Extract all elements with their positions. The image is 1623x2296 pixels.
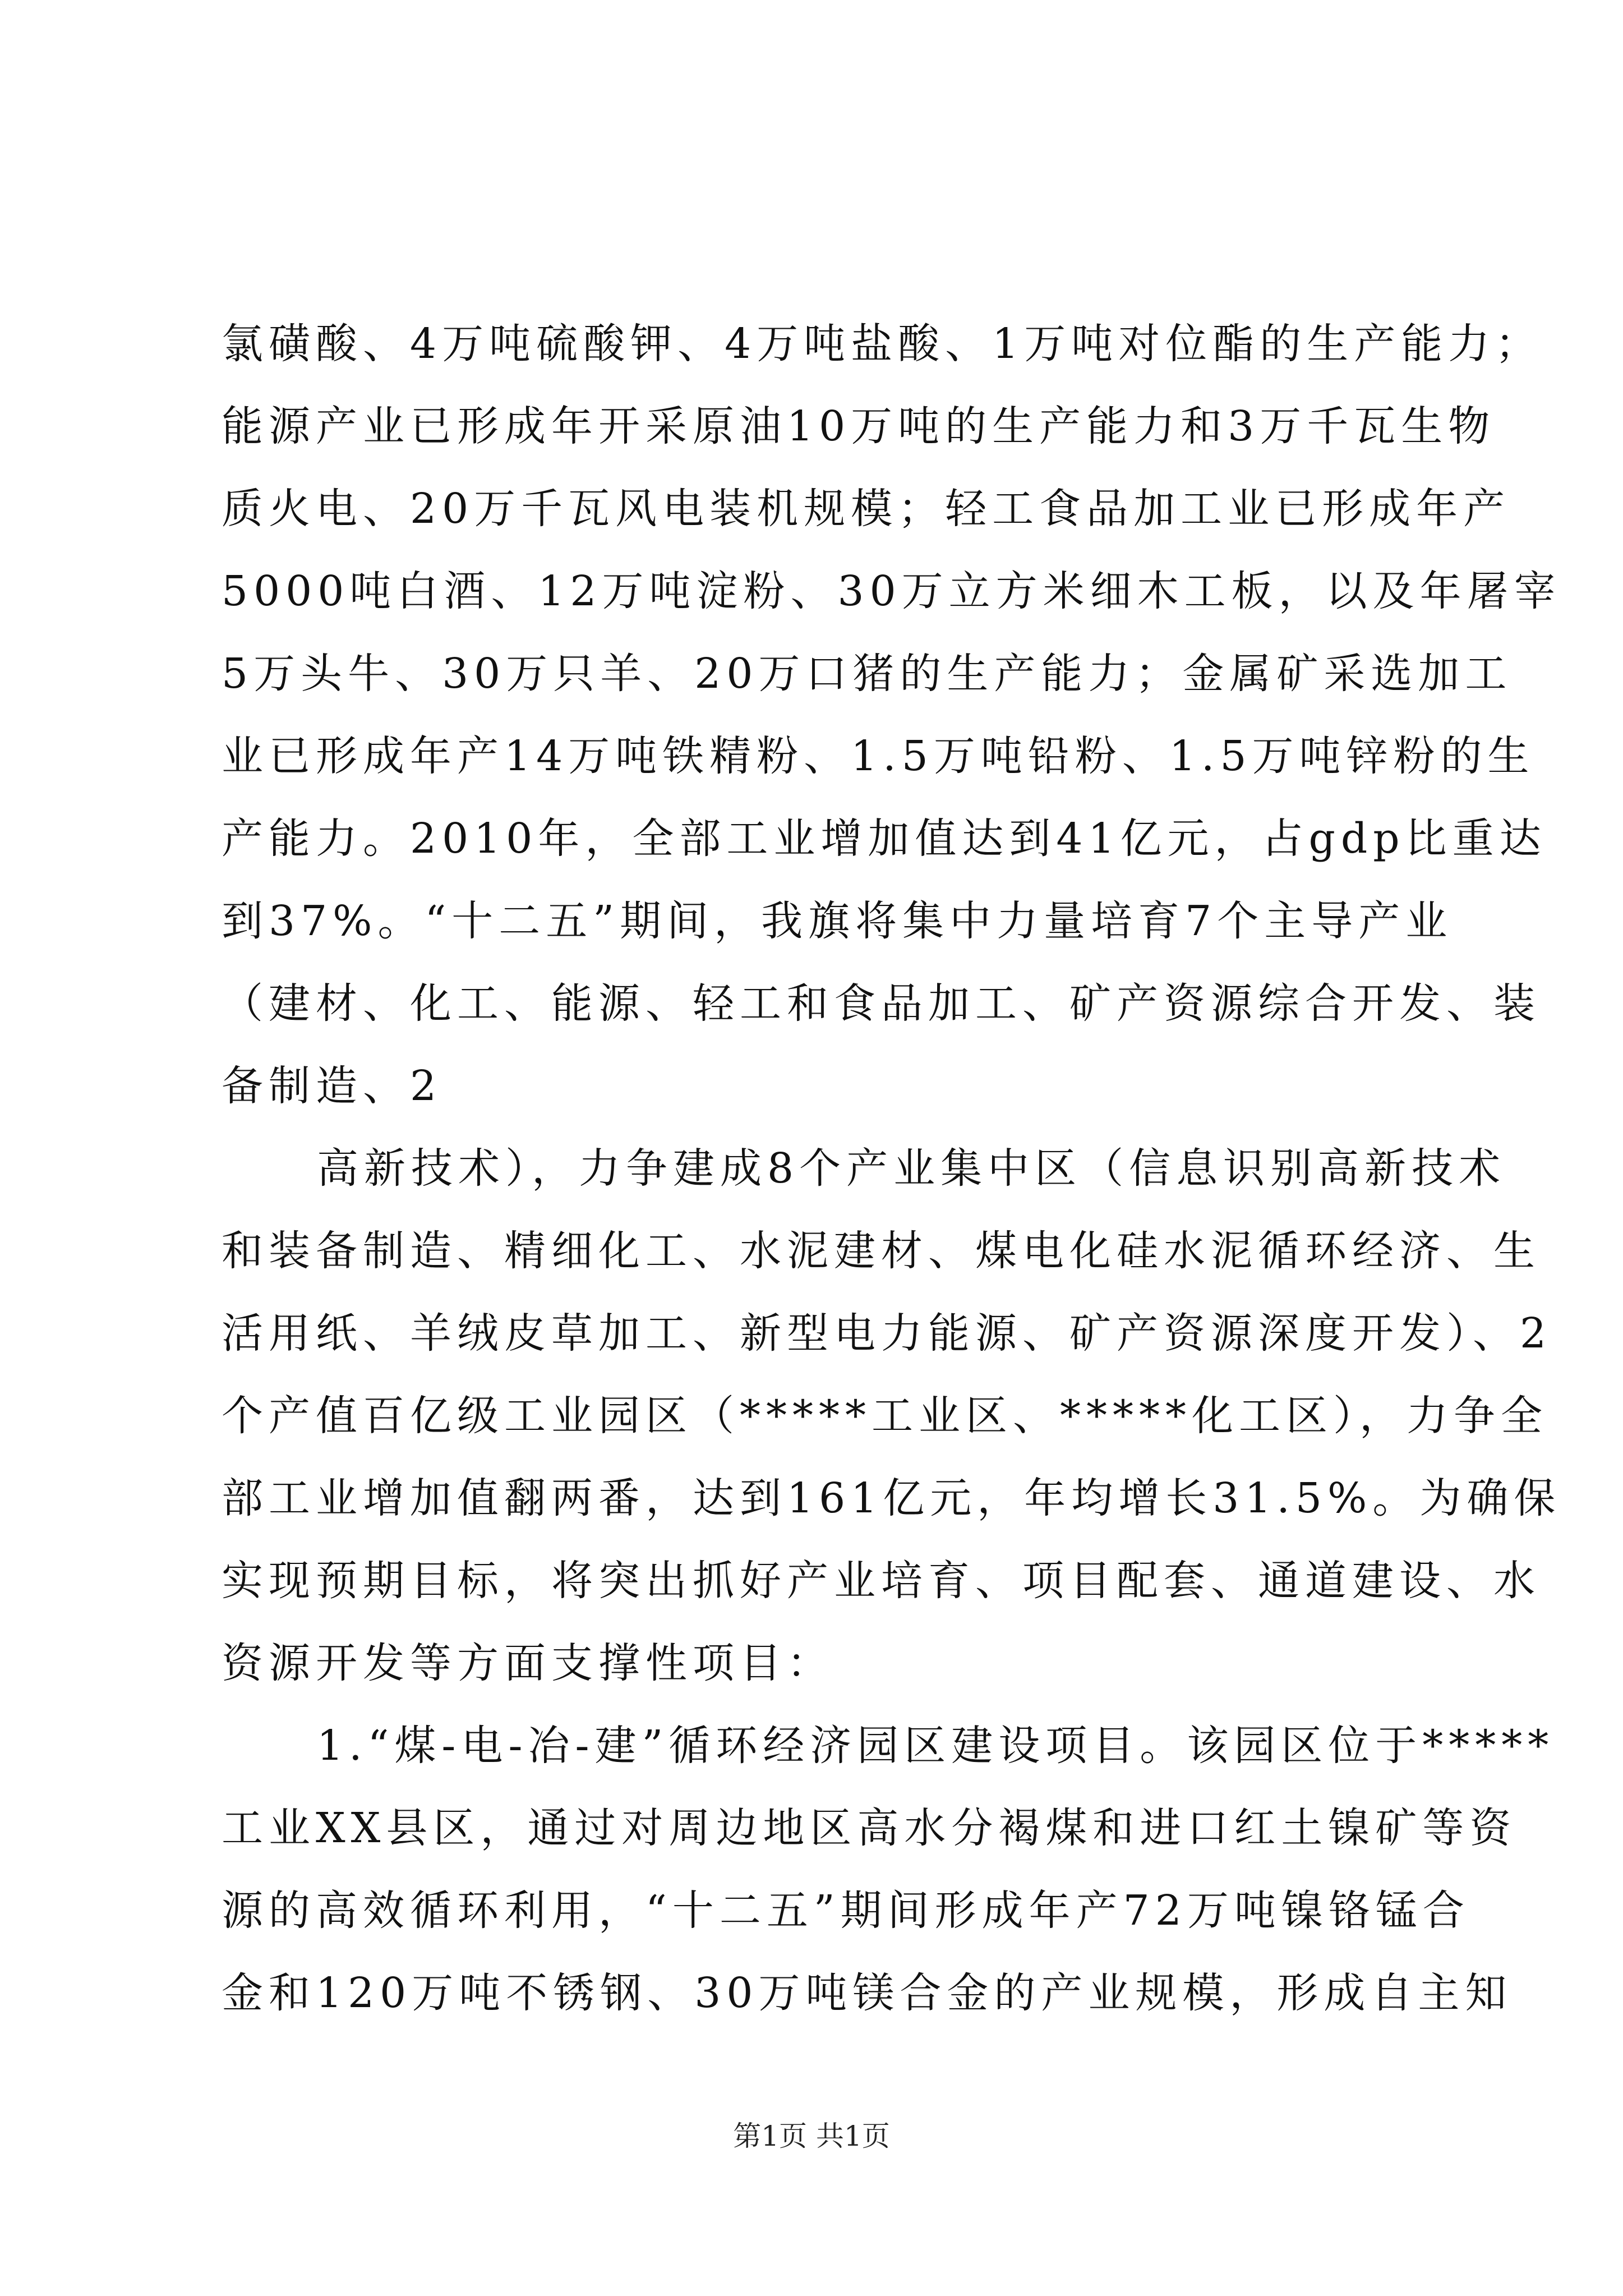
text-line: 源的高效循环利用，“十二五”期间形成年产72万吨镍铬锰合 xyxy=(222,1887,1470,1935)
text-line: 个产值百亿级工业园区（*****工业区、*****化工区），力争全 xyxy=(222,1392,1548,1440)
page-footer: 第1页 共1页 xyxy=(733,2120,890,2152)
text-line: 备制造、2 xyxy=(222,1062,442,1110)
paragraph-start-line: 1.“煤-电-冶-建”循环经济园区建设项目。该园区位于***** xyxy=(317,1722,1555,1770)
text-line: 活用纸、羊绒皮草加工、新型电力能源、矿产资源深度开发）、2 xyxy=(222,1309,1552,1358)
text-line: 金和120万吨不锈钢、30万吨镁合金的产业规模，形成自主知 xyxy=(222,1969,1513,2017)
text-line: 产能力。2010年，全部工业增加值达到41亿元，占gdp比重达 xyxy=(222,815,1547,863)
text-line: 质火电、20万千瓦风电装机规模；轻工食品加工业已形成年产 xyxy=(222,485,1511,533)
text-line: 部工业增加值翻两番，达到161亿元，年均增长31.5%。为确保 xyxy=(222,1474,1561,1522)
text-line: 和装备制造、精细化工、水泥建材、煤电化硅水泥循环经济、生 xyxy=(222,1227,1541,1275)
text-line: 实现预期目标，将突出抓好产业培育、项目配套、通道建设、水 xyxy=(222,1557,1541,1605)
text-line: 工业XX县区，通过对周边地区高水分褐煤和进口红土镍矿等资 xyxy=(222,1804,1517,1852)
paragraph-start-line: 高新技术），力争建成8个产业集中区（信息识别高新技术 xyxy=(317,1144,1506,1193)
text-line: 5万头牛、30万只羊、20万口猪的生产能力；金属矿采选加工 xyxy=(222,650,1513,698)
text-line: 5000吨白酒、12万吨淀粉、30万立方米细木工板，以及年屠宰 xyxy=(222,567,1561,615)
body-text xyxy=(222,303,1561,2035)
text-line: 氯磺酸、4万吨硫酸钾、4万吨盐酸、1万吨对位酯的生产能力； xyxy=(222,320,1543,368)
text-line: 能源产业已形成年开采原油10万吨的生产能力和3万千瓦生物 xyxy=(222,402,1496,450)
text-line: （建材、化工、能源、轻工和食品加工、矿产资源综合开发、装 xyxy=(222,979,1541,1028)
text-line: 业已形成年产14万吨铁精粉、1.5万吨铅粉、1.5万吨锌粉的生 xyxy=(222,732,1535,780)
text-line: 到37%。“十二五”期间，我旗将集中力量培育7个主导产业 xyxy=(222,897,1453,945)
text-line: 资源开发等方面支撑性项目： xyxy=(222,1639,834,1687)
